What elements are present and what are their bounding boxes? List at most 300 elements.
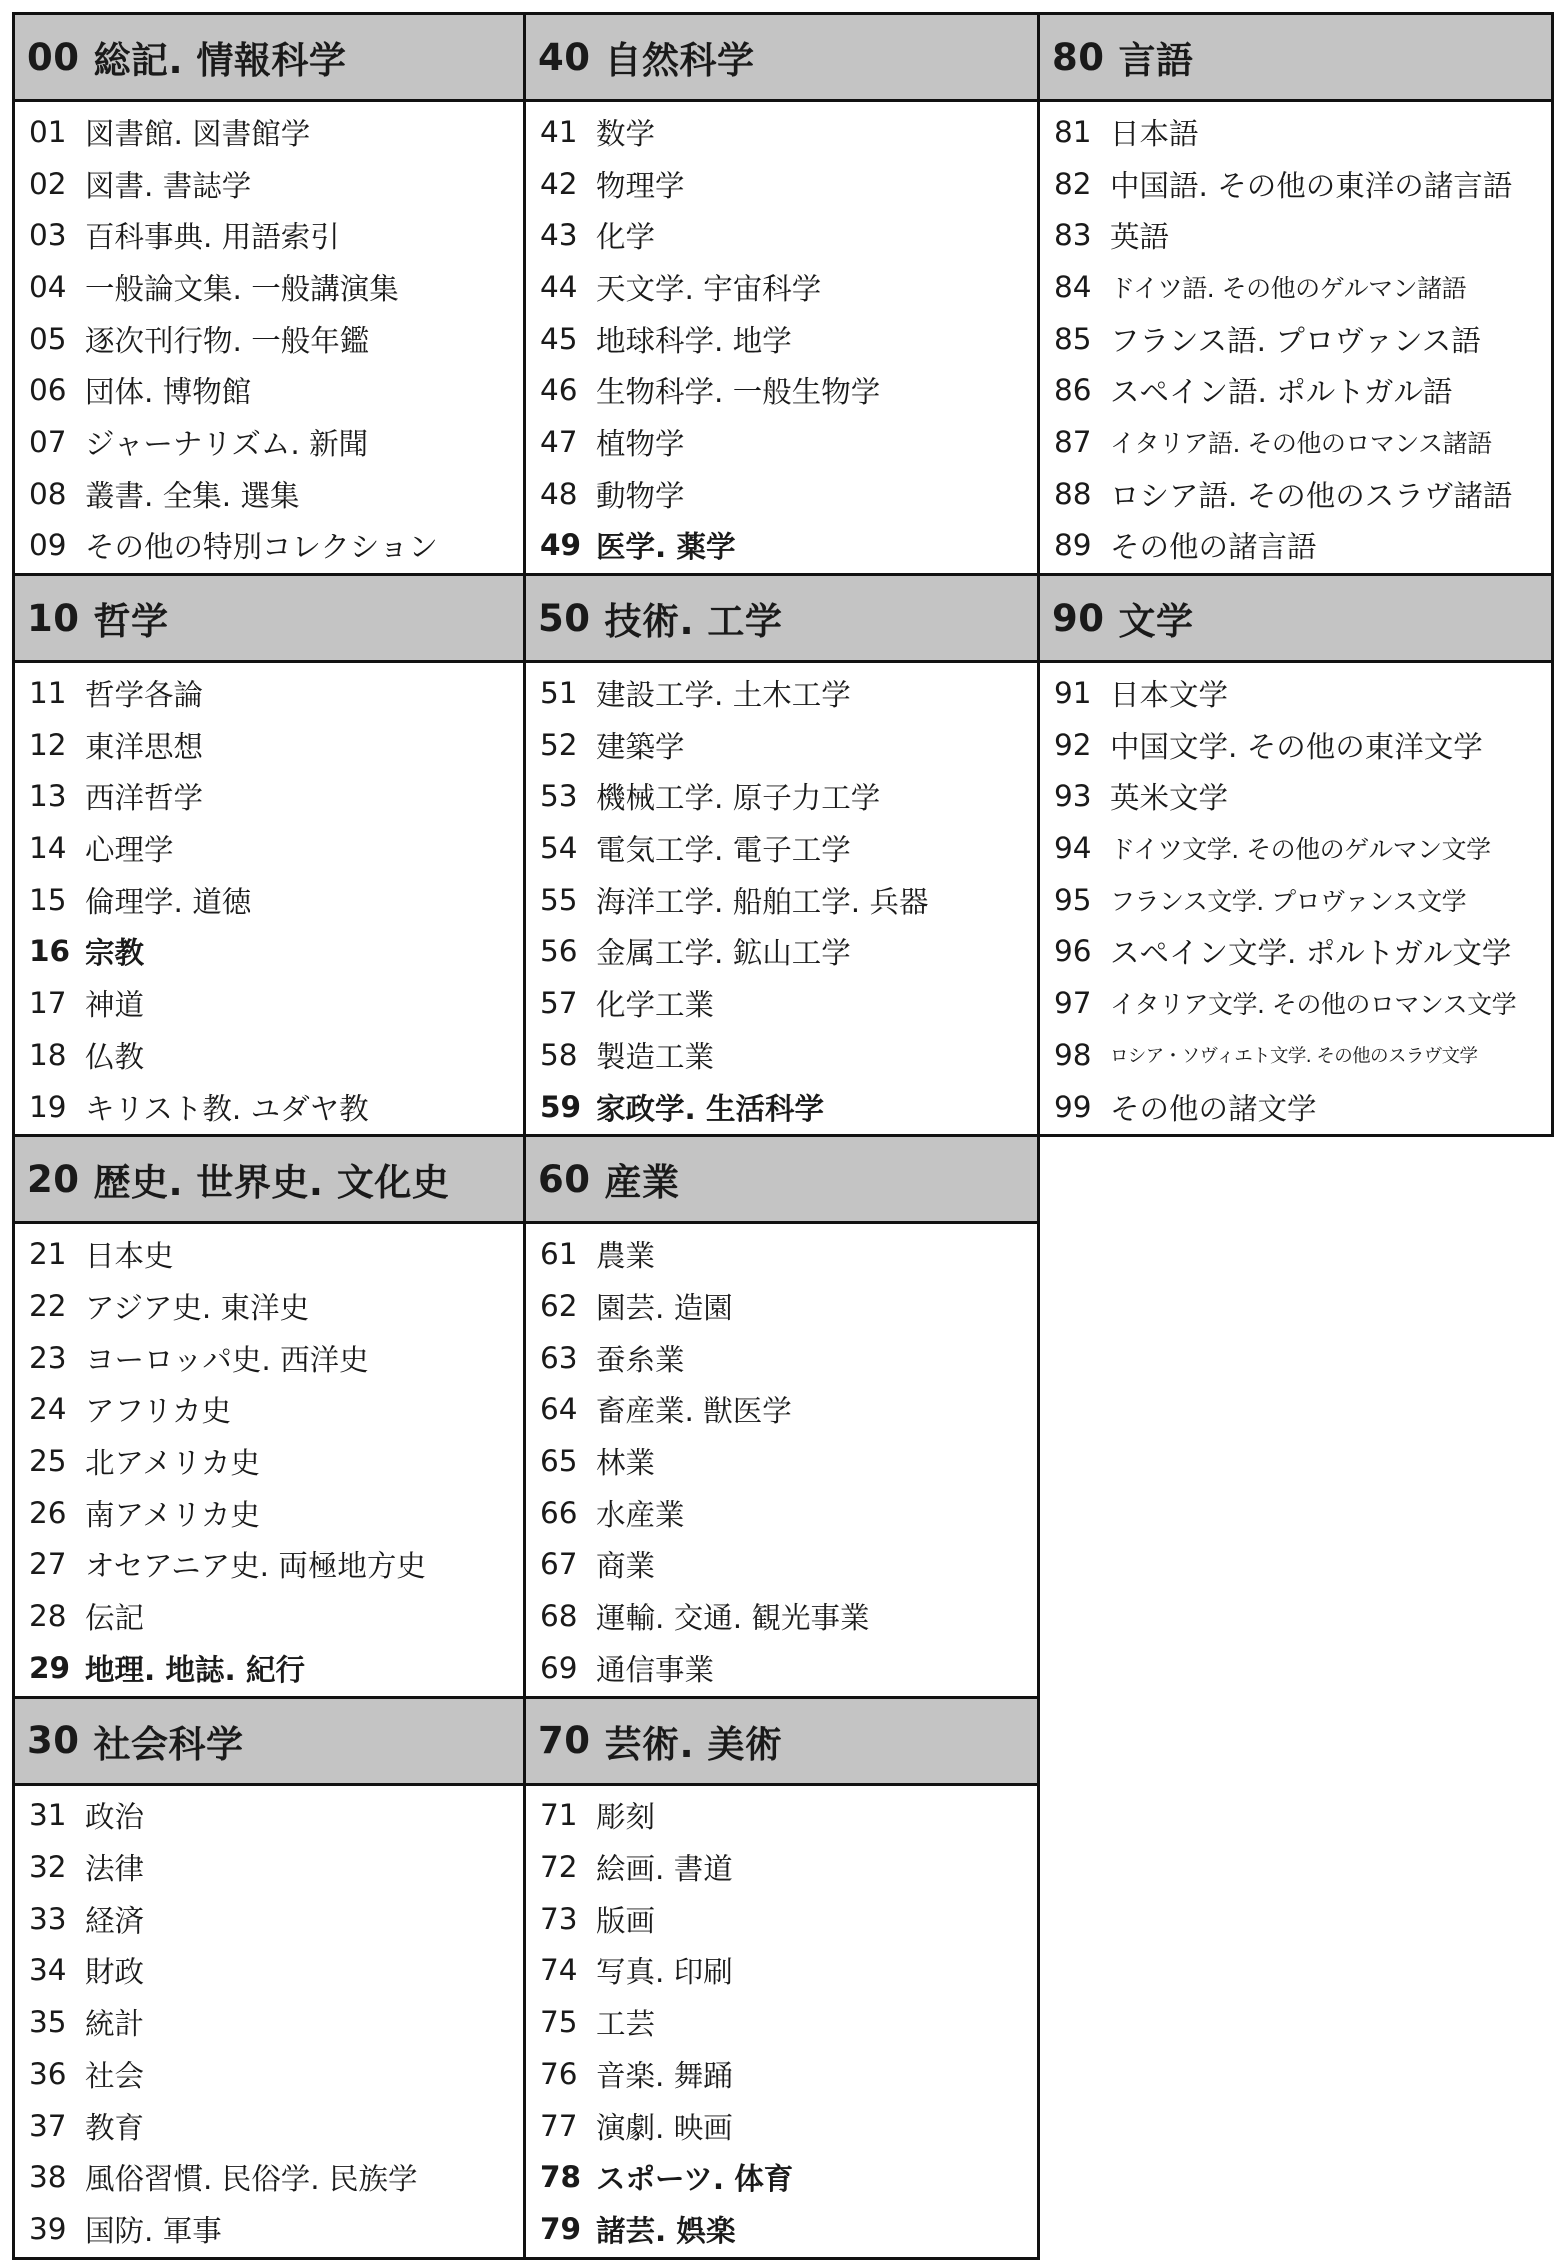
division-label: 天文学. 宇宙科学: [596, 271, 822, 306]
division-code: 46: [540, 373, 578, 408]
division-code: 61: [540, 1237, 578, 1272]
division-label: その他の諸文学: [1110, 1091, 1317, 1126]
division-code: 16: [29, 934, 71, 969]
division-code: 34: [29, 1953, 67, 1988]
division-list: [15, 102, 523, 573]
class-header: [1040, 15, 1551, 102]
division-list: [1040, 102, 1551, 573]
division-label: 英米文学: [1110, 781, 1229, 816]
division-code: 22: [29, 1288, 67, 1323]
division-label: 哲学各論: [85, 678, 204, 713]
division-code: 64: [540, 1392, 578, 1427]
division-row: [15, 1332, 523, 1384]
division-label: 電気工学. 電子工学: [596, 833, 851, 868]
division-row: [15, 158, 523, 210]
division-row: [526, 1790, 1037, 1842]
division-label: 化学工業: [596, 988, 715, 1023]
division-code: 48: [540, 476, 578, 511]
division-label: 物理学: [596, 168, 685, 203]
division-row: [15, 1228, 523, 1280]
division-row: [1040, 158, 1551, 210]
division-code: 36: [29, 2056, 67, 2091]
division-row: [15, 1790, 523, 1842]
division-label: 製造工業: [596, 1039, 715, 1074]
class-code: 90: [1052, 596, 1105, 640]
division-label: 北アメリカ史: [85, 1445, 260, 1480]
division-row: [15, 1539, 523, 1591]
division-code: 83: [1054, 218, 1092, 253]
division-label: 日本語: [1110, 116, 1199, 151]
division-row: [526, 1228, 1037, 1280]
division-code: 82: [1054, 166, 1092, 201]
division-code: 75: [540, 2005, 578, 2040]
division-label: 財政: [85, 1955, 145, 1990]
class-header: [15, 15, 523, 102]
division-row: [1040, 313, 1551, 365]
class-block: [12, 1134, 526, 1698]
division-row: [15, 771, 523, 823]
division-row: [1040, 520, 1551, 572]
division-row: [15, 1841, 523, 1893]
division-code: 25: [29, 1443, 67, 1478]
division-code: 05: [29, 321, 67, 356]
class-header: [15, 576, 523, 663]
division-row: [526, 2151, 1037, 2203]
class-code: 80: [1052, 35, 1105, 79]
division-label: 海洋工学. 船舶工学. 兵器: [596, 884, 929, 919]
division-row: [526, 1893, 1037, 1945]
class-code: 40: [538, 35, 591, 79]
class-title: 哲学: [93, 600, 169, 644]
division-label: 図書. 書誌学: [85, 168, 252, 203]
division-code: 56: [540, 934, 578, 969]
class-title: 言語: [1118, 39, 1194, 82]
division-code: 62: [540, 1288, 578, 1323]
division-row: [526, 261, 1037, 313]
division-label: 生物科学. 一般生物学: [596, 375, 881, 410]
division-row: [526, 1435, 1037, 1487]
division-row: [526, 771, 1037, 823]
division-row: [15, 1383, 523, 1435]
division-row: [526, 2203, 1037, 2255]
division-label: 工芸: [596, 2007, 656, 2042]
division-label: 図書館. 図書館学: [85, 116, 311, 151]
division-row: [15, 667, 523, 719]
division-row: [1040, 822, 1551, 874]
division-label: 風俗習慣. 民俗学. 民族学: [85, 2162, 418, 2197]
class-title: 文学: [1118, 600, 1194, 644]
class-block: [1037, 573, 1554, 1137]
division-row: [526, 1383, 1037, 1435]
division-row: [526, 874, 1037, 926]
division-row: [1040, 416, 1551, 468]
class-code: 30: [27, 1719, 80, 1763]
division-row: [15, 106, 523, 158]
division-code: 21: [29, 1237, 67, 1272]
division-label: 政治: [85, 1800, 145, 1835]
division-code: 12: [29, 727, 67, 762]
class-block: [523, 1134, 1040, 1698]
class-header: [15, 1699, 523, 1786]
division-row: [15, 261, 523, 313]
division-code: 49: [540, 528, 582, 563]
division-label: アジア史. 東洋史: [85, 1290, 310, 1325]
class-code: 10: [27, 596, 80, 640]
class-block: [523, 12, 1040, 576]
class-code: 50: [538, 596, 591, 640]
class-code: 20: [27, 1157, 80, 1201]
division-row: [15, 1487, 523, 1539]
division-code: 37: [29, 2108, 67, 2143]
division-code: 23: [29, 1340, 67, 1375]
division-label: 医学. 薬学: [596, 530, 736, 565]
division-label: 社会: [85, 2058, 145, 2093]
division-label: 一般論文集. 一般講演集: [85, 271, 399, 306]
division-label: フランス文学. プロヴァンス文学: [1110, 886, 1467, 916]
division-label: ヨーロッパ史. 西洋史: [85, 1342, 369, 1377]
division-code: 79: [540, 2211, 582, 2246]
division-list: [1040, 663, 1551, 1134]
division-label: 写真. 印刷: [596, 1955, 733, 1990]
division-list: [526, 1224, 1037, 1695]
division-code: 03: [29, 218, 67, 253]
division-code: 14: [29, 831, 67, 866]
class-header: [1040, 576, 1551, 663]
division-code: 81: [1054, 114, 1092, 149]
division-label: ロシア・ソヴィエト文学. その他のスラヴ文学: [1110, 1045, 1478, 1067]
division-label: 地球科学. 地学: [596, 323, 792, 358]
division-label: 法律: [85, 1852, 145, 1887]
division-row: [15, 1081, 523, 1133]
class-title: 歴史. 世界史. 文化史: [93, 1161, 450, 1205]
division-code: 88: [1054, 476, 1092, 511]
division-code: 65: [540, 1443, 578, 1478]
class-code: 60: [538, 1157, 591, 1201]
division-label: キリスト教. ユダヤ教: [85, 1091, 369, 1126]
division-code: 78: [540, 2160, 582, 2195]
division-row: [526, 977, 1037, 1029]
division-code: 04: [29, 269, 67, 304]
division-label: アフリカ史: [85, 1394, 232, 1429]
division-code: 47: [540, 424, 578, 459]
division-row: [526, 158, 1037, 210]
division-code: 13: [29, 779, 67, 814]
division-label: 建築学: [596, 729, 685, 764]
division-code: 74: [540, 1953, 578, 1988]
division-label: イタリア文学. その他のロマンス文学: [1110, 990, 1517, 1020]
division-row: [15, 209, 523, 261]
division-code: 28: [29, 1599, 67, 1634]
division-label: 伝記: [85, 1601, 145, 1636]
division-code: 76: [540, 2056, 578, 2091]
division-code: 92: [1054, 727, 1092, 762]
division-row: [526, 719, 1037, 771]
division-label: ジャーナリズム. 新聞: [85, 426, 369, 461]
division-row: [15, 874, 523, 926]
division-row: [526, 1841, 1037, 1893]
class-title: 自然科学: [604, 39, 755, 82]
division-code: 53: [540, 779, 578, 814]
division-code: 24: [29, 1392, 67, 1427]
division-label: 通信事業: [596, 1652, 715, 1687]
class-block: [12, 1696, 526, 2260]
division-list: [15, 1786, 523, 2257]
division-label: 西洋哲学: [85, 781, 204, 816]
class-code: 00: [27, 35, 80, 79]
class-header: [526, 1699, 1037, 1786]
class-block: [1037, 12, 1554, 576]
class-title: 産業: [604, 1161, 680, 1205]
division-row: [15, 1642, 523, 1694]
division-row: [15, 2151, 523, 2203]
division-code: 35: [29, 2005, 67, 2040]
division-row: [15, 2100, 523, 2152]
division-code: 66: [540, 1495, 578, 1530]
division-code: 94: [1054, 831, 1092, 866]
division-code: 09: [29, 528, 67, 563]
division-label: 絵画. 書道: [596, 1852, 733, 1887]
division-label: 音楽. 舞踊: [596, 2058, 733, 2093]
division-code: 85: [1054, 321, 1092, 356]
division-label: 水産業: [596, 1497, 685, 1532]
division-code: 73: [540, 1901, 578, 1936]
division-row: [15, 1280, 523, 1332]
division-row: [526, 1590, 1037, 1642]
division-row: [1040, 106, 1551, 158]
division-label: スペイン語. ポルトガル語: [1110, 375, 1453, 410]
division-list: [15, 663, 523, 1134]
class-header: [526, 1137, 1037, 1224]
division-label: その他の特別コレクション: [85, 530, 438, 565]
division-label: 農業: [596, 1239, 656, 1274]
division-code: 45: [540, 321, 578, 356]
division-row: [15, 364, 523, 416]
division-code: 19: [29, 1089, 67, 1124]
division-row: [526, 1081, 1037, 1133]
division-list: [526, 102, 1037, 573]
class-title: 総記. 情報科学: [93, 39, 347, 82]
division-label: 宗教: [85, 936, 145, 971]
division-row: [15, 1996, 523, 2048]
division-row: [526, 1332, 1037, 1384]
division-row: [526, 106, 1037, 158]
division-label: 建設工学. 土木工学: [596, 678, 851, 713]
division-code: 42: [540, 166, 578, 201]
division-label: その他の諸言語: [1110, 530, 1317, 565]
division-label: 家政学. 生活科学: [596, 1091, 824, 1126]
division-code: 33: [29, 1901, 67, 1936]
classification-table: [12, 12, 1554, 2260]
division-code: 29: [29, 1650, 71, 1685]
division-code: 77: [540, 2108, 578, 2143]
division-code: 91: [1054, 676, 1092, 711]
division-row: [15, 468, 523, 520]
division-code: 06: [29, 373, 67, 408]
division-label: ロシア語. その他のスラヴ諸語: [1110, 478, 1513, 513]
division-label: 動物学: [596, 478, 685, 513]
class-block: [12, 12, 526, 576]
division-label: ドイツ文学. その他のゲルマン文学: [1110, 835, 1491, 865]
class-block: [523, 573, 1040, 1137]
division-row: [1040, 364, 1551, 416]
division-label: 金属工学. 鉱山工学: [596, 936, 851, 971]
division-code: 41: [540, 114, 578, 149]
class-title: 技術. 工学: [604, 600, 783, 644]
division-row: [15, 520, 523, 572]
division-row: [1040, 1081, 1551, 1133]
division-label: オセアニア史. 両極地方史: [85, 1549, 426, 1584]
division-code: 11: [29, 676, 67, 711]
division-list: [526, 663, 1037, 1134]
division-row: [526, 1642, 1037, 1694]
division-row: [1040, 468, 1551, 520]
division-row: [526, 1945, 1037, 1997]
division-code: 93: [1054, 779, 1092, 814]
division-label: 仏教: [85, 1039, 145, 1074]
division-label: 神道: [85, 988, 145, 1023]
division-code: 51: [540, 676, 578, 711]
division-label: 商業: [596, 1549, 656, 1584]
division-label: 版画: [596, 1903, 656, 1938]
division-label: 化学: [596, 220, 656, 255]
division-row: [15, 313, 523, 365]
division-label: 逐次刊行物. 一般年鑑: [85, 323, 370, 358]
division-row: [526, 822, 1037, 874]
division-row: [15, 822, 523, 874]
division-label: 地理. 地誌. 紀行: [85, 1652, 305, 1687]
division-label: 日本文学: [1110, 678, 1229, 713]
division-row: [1040, 771, 1551, 823]
division-code: 27: [29, 1547, 67, 1582]
division-row: [526, 468, 1037, 520]
division-row: [526, 2048, 1037, 2100]
division-code: 89: [1054, 528, 1092, 563]
division-list: [15, 1224, 523, 1695]
division-row: [15, 1590, 523, 1642]
division-code: 26: [29, 1495, 67, 1530]
division-row: [15, 1945, 523, 1997]
division-row: [526, 667, 1037, 719]
division-code: 38: [29, 2160, 67, 2195]
division-code: 86: [1054, 373, 1092, 408]
class-header: [15, 1137, 523, 1224]
division-label: 中国語. その他の東洋の諸言語: [1110, 168, 1513, 203]
class-header: [526, 15, 1037, 102]
class-block: [523, 1696, 1040, 2260]
division-code: 43: [540, 218, 578, 253]
division-row: [1040, 1029, 1551, 1081]
division-row: [526, 416, 1037, 468]
division-row: [15, 2203, 523, 2255]
division-row: [1040, 719, 1551, 771]
division-label: 林業: [596, 1445, 656, 1480]
division-code: 68: [540, 1599, 578, 1634]
division-code: 99: [1054, 1089, 1092, 1124]
division-row: [526, 1029, 1037, 1081]
division-row: [15, 1029, 523, 1081]
division-code: 72: [540, 1850, 578, 1885]
division-label: イタリア語. その他のロマンス諸語: [1110, 428, 1492, 458]
division-code: 07: [29, 424, 67, 459]
division-code: 58: [540, 1037, 578, 1072]
division-row: [526, 926, 1037, 978]
division-row: [1040, 261, 1551, 313]
division-row: [15, 416, 523, 468]
division-row: [526, 2100, 1037, 2152]
division-row: [15, 719, 523, 771]
division-label: 叢書. 全集. 選集: [85, 478, 300, 513]
division-row: [1040, 977, 1551, 1029]
division-code: 31: [29, 1798, 67, 1833]
division-label: 日本史: [85, 1239, 174, 1274]
division-label: 運輸. 交通. 観光事業: [596, 1601, 870, 1636]
division-label: 経済: [85, 1903, 145, 1938]
division-code: 54: [540, 831, 578, 866]
class-title: 芸術. 美術: [604, 1722, 783, 1766]
division-label: 数学: [596, 116, 656, 151]
division-label: 百科事典. 用語索引: [85, 220, 340, 255]
division-code: 96: [1054, 934, 1092, 969]
class-title: 社会科学: [93, 1722, 244, 1766]
division-label: 国防. 軍事: [85, 2213, 222, 2248]
division-label: 南アメリカ史: [85, 1497, 260, 1532]
class-code: 70: [538, 1719, 591, 1763]
division-label: 心理学: [85, 833, 174, 868]
division-code: 08: [29, 476, 67, 511]
division-row: [526, 209, 1037, 261]
division-label: 英語: [1110, 220, 1170, 255]
division-row: [526, 1487, 1037, 1539]
division-code: 71: [540, 1798, 578, 1833]
division-row: [526, 1539, 1037, 1591]
division-code: 97: [1054, 986, 1092, 1021]
division-code: 57: [540, 986, 578, 1021]
division-label: 中国文学. その他の東洋文学: [1110, 729, 1483, 764]
division-label: ドイツ語. その他のゲルマン諸語: [1110, 273, 1467, 303]
division-row: [526, 313, 1037, 365]
division-label: スペイン文学. ポルトガル文学: [1110, 936, 1512, 971]
division-row: [526, 364, 1037, 416]
division-row: [15, 1435, 523, 1487]
division-code: 95: [1054, 882, 1092, 917]
division-label: 植物学: [596, 426, 685, 461]
division-label: 東洋思想: [85, 729, 204, 764]
division-row: [15, 926, 523, 978]
division-code: 17: [29, 986, 67, 1021]
division-label: フランス語. プロヴァンス語: [1110, 323, 1481, 358]
division-label: 彫刻: [596, 1800, 656, 1835]
division-label: 園芸. 造園: [596, 1290, 733, 1325]
division-label: 教育: [85, 2110, 145, 2145]
division-code: 98: [1054, 1037, 1092, 1072]
division-label: 演劇. 映画: [596, 2110, 733, 2145]
division-code: 44: [540, 269, 578, 304]
division-row: [15, 1893, 523, 1945]
division-code: 67: [540, 1547, 578, 1582]
division-row: [1040, 874, 1551, 926]
division-row: [1040, 667, 1551, 719]
division-code: 15: [29, 882, 67, 917]
division-label: 統計: [85, 2007, 145, 2042]
division-code: 52: [540, 727, 578, 762]
division-code: 87: [1054, 424, 1092, 459]
division-code: 63: [540, 1340, 578, 1375]
division-code: 32: [29, 1850, 67, 1885]
division-label: 機械工学. 原子力工学: [596, 781, 881, 816]
division-label: スポーツ. 体育: [596, 2162, 794, 2197]
division-code: 84: [1054, 269, 1092, 304]
division-label: 諸芸. 娯楽: [596, 2213, 736, 2248]
